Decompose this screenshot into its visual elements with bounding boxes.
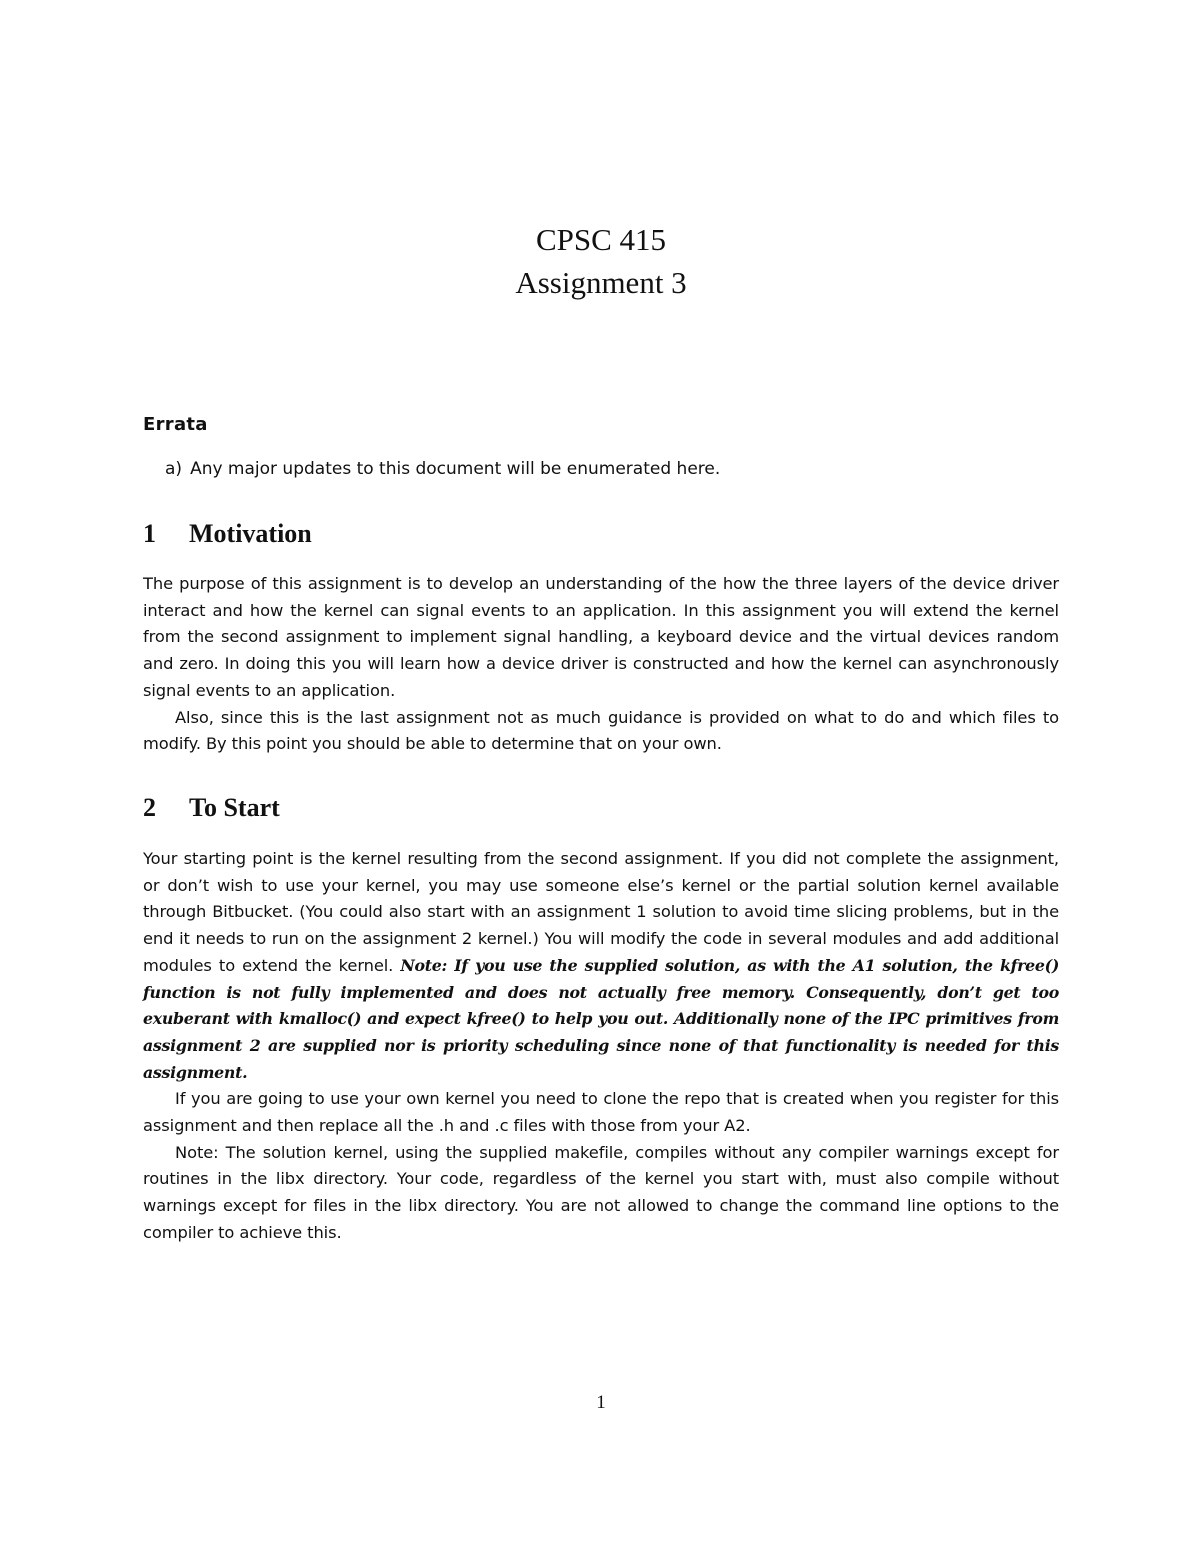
errata-item (165, 459, 720, 479)
paragraph: Also, since this is the last assignment not as much guidance is provided on what to do and which files to modify. By this point you should be able to determine that on your own. (143, 707, 1059, 754)
section-heading-motivation (143, 519, 312, 549)
to-start-body (143, 846, 1059, 1247)
section-title: To Start (189, 793, 280, 822)
paragraph: The purpose of this assignment is to develop an understanding of the how the three layers of the device driver interact and how the kernel can signal events to an application. In this assignment you will extend the kernel from the second assignment to implement signal handling, a keyboard device and the virtual devices random and zero. In doing this you will learn how a device driver is constructed and how the kernel can asynchronously signal events to an application. (143, 574, 1059, 700)
errata-item-text: Any major updates to this document will be enumerated here. (190, 459, 721, 479)
section-number: 1 (143, 519, 156, 548)
document-page (143, 0, 1059, 1553)
course-title: CPSC 415 (535, 222, 667, 257)
errata-item-marker: a) (165, 459, 183, 479)
assignment-title: Assignment 3 (515, 265, 687, 300)
page-number: 1 (596, 1392, 606, 1413)
errata-heading: Errata (143, 414, 208, 435)
paragraph-text: Your starting point is the kernel resulting from the second assignment. If you did not complete the assignment, or don’t wish to use your kernel, you may use someone else’s kernel or the partial solution kernel available through Bitbucket. (You could also start with an assignment 1 solution to avoid time slicing problems, but in the end it needs to run on the assignment 2 kernel.) You will modify the code in several modules and add additional modules to extend the kernel. (143, 849, 1059, 975)
document-title (143, 218, 1059, 304)
emphasized-note: Note: If you use the supplied solution, as with the A1 solution, the kfree() function is not fully implemented and does not actually free memory. Consequently, don’t get too exuberant with kmalloc() and expect kfree() to help you out. Additionally none of the IPC primitives from assignment 2 are supplied nor is priority scheduling since none of that functionality is needed for this assignment. (143, 955, 1060, 1082)
section-title: Motivation (189, 519, 312, 548)
motivation-body (143, 571, 1059, 758)
section-heading-to-start (143, 793, 280, 823)
section-number: 2 (143, 793, 156, 822)
paragraph: Note: The solution kernel, using the supplied makefile, compiles without any compiler warnings except for routines in the libx directory. Your code, regardless of the kernel you start with, must also compile without warnings except for files in the libx directory. You are not allowed to change the command line options to the compiler to achieve this. (143, 1142, 1059, 1242)
paragraph: If you are going to use your own kernel you need to clone the repo that is created when you register for this assignment and then replace all the .h and .c files with those from your A2. (143, 1089, 1059, 1136)
paragraph (143, 846, 1059, 1086)
